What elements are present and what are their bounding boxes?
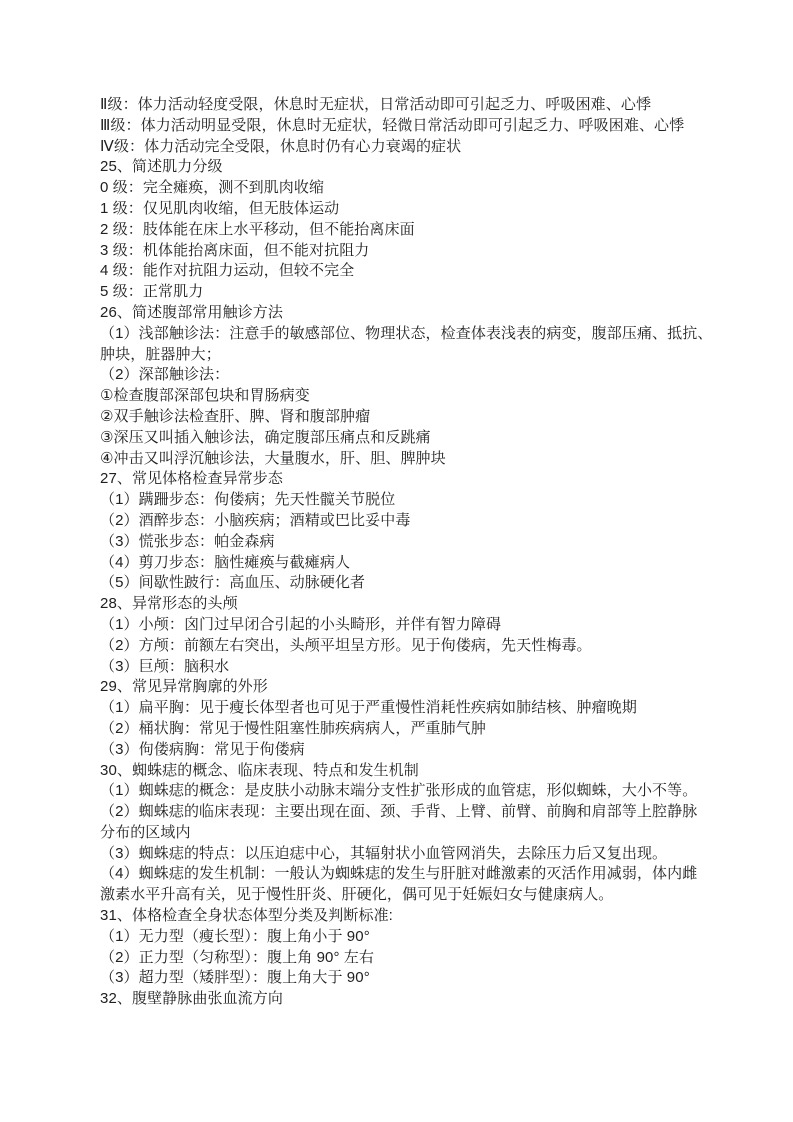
text-line: （4）剪刀步态：脑性瘫痪与截瘫病人 bbox=[100, 553, 351, 571]
text-line: Ⅱ级：体力活动轻度受限，休息时无症状，日常活动即可引起乏力、呼吸困难、心悸 bbox=[100, 96, 652, 113]
text-line: 激素水平升高有关，见于慢性肝炎、肝硬化，偶可见于妊娠妇女与健康病人。 bbox=[100, 886, 614, 904]
document-text-block bbox=[100, 95, 713, 1010]
text-line: （2）桶状胸：常见于慢性阻塞性肺疾病病人，严重肺气肿 bbox=[100, 719, 486, 737]
text-line: （1）蹒跚步态：佝偻病；先天性髋关节脱位 bbox=[100, 491, 396, 509]
text-line: （2）蜘蛛痣的临床表现：主要出现在面、颈、手背、上臂、前臂、前胸和肩部等上腔静脉 bbox=[100, 803, 698, 821]
text-line: 0 级：完全瘫痪，测不到肌肉收缩 bbox=[100, 179, 325, 197]
text-line: （1）蜘蛛痣的概念：是皮肤小动脉末端分支性扩张形成的血管痣，形似蜘蛛，大小不等。 bbox=[100, 782, 698, 800]
text-line: 5 级：正常肌力 bbox=[100, 283, 204, 301]
text-line: （2）酒醉步态：小脑疾病；酒精或巴比妥中毒 bbox=[100, 511, 411, 529]
text-line: （2）深部触诊法： bbox=[100, 366, 230, 384]
text-line: 26、简述腹部常用触诊方法 bbox=[100, 303, 283, 321]
text-line: （1）扁平胸：见于瘦长体型者也可见于严重慢性消耗性疾病如肺结核、肿瘤晚期 bbox=[100, 699, 637, 717]
text-line: （1）浅部触诊法：注意手的敏感部位、物理状态，检查体表浅表的病变，腹部压痛、抵抗、 bbox=[100, 324, 713, 342]
text-line: ②双手触诊法检查肝、脾、肾和腹部肿瘤 bbox=[100, 407, 371, 425]
text-line: 2 级：肢体能在床上水平移动，但不能抬离床面 bbox=[100, 220, 415, 238]
text-line: 分布的区域内 bbox=[100, 823, 191, 841]
text-line: （2）正力型（匀称型）：腹上角 90° 左右 bbox=[100, 948, 375, 966]
text-line: ①检查腹部深部包块和胃肠病变 bbox=[100, 387, 310, 405]
text-line: （1）无力型（瘦长型）：腹上角小于 90° bbox=[100, 927, 370, 945]
text-line: （4）蜘蛛痣的发生机制：一般认为蜘蛛痣的发生与肝脏对雌激素的灭活作用减弱，体内雌 bbox=[100, 865, 698, 883]
text-line: 肿块，脏器肿大； bbox=[100, 345, 221, 363]
text-line: 3 级：机体能抬离床面，但不能对抗阻力 bbox=[100, 241, 370, 259]
text-line: （3）慌张步态：帕金森病 bbox=[100, 532, 275, 550]
text-line: 1 级：仅见肌肉收缩，但无肢体运动 bbox=[100, 199, 340, 217]
text-line: 30、蜘蛛痣的概念、临床表现、特点和发生机制 bbox=[100, 761, 419, 779]
text-line: 27、常见体格检查异常步态 bbox=[100, 470, 283, 488]
text-line: ③深压又叫插入触诊法，确定腹部压痛点和反跳痛 bbox=[100, 428, 431, 446]
text-line: （3）蜘蛛痣的特点：以压迫痣中心，其辐射状小血管网消失，去除压力后又复出现。 bbox=[100, 844, 668, 862]
text-line: 25、简述肌力分级 bbox=[100, 158, 223, 176]
text-line: 4 级：能作对抗阻力运动，但较不完全 bbox=[100, 262, 355, 280]
text-line: （1）小颅：囟门过早闭合引起的小头畸形，并伴有智力障碍 bbox=[100, 615, 502, 633]
text-line: Ⅲ级：体力活动明显受限，休息时无症状，轻微日常活动即可引起乏力、呼吸困难、心悸 bbox=[100, 116, 685, 134]
text-line: 32、腹壁静脉曲张血流方向 bbox=[100, 990, 283, 1008]
text-line: （3）巨颅：脑积水 bbox=[100, 657, 230, 675]
text-line: （3）超力型（矮胖型）：腹上角大于 90° bbox=[100, 969, 370, 987]
text-line: （2）方颅：前额左右突出，头颅平坦呈方形。见于佝偻病，先天性梅毒。 bbox=[100, 636, 592, 654]
text-line: Ⅳ级：体力活动完全受限，休息时仍有心力衰竭的症状 bbox=[100, 137, 462, 155]
text-line: （3）佝偻病胸：常见于佝偻病 bbox=[100, 740, 305, 758]
text-line: 28、异常形态的头颅 bbox=[100, 595, 238, 613]
text-line: 31、体格检查全身状态体型分类及判断标准: bbox=[100, 907, 393, 925]
text-line: （5）间歇性跛行：高血压、动脉硬化者 bbox=[100, 574, 366, 592]
text-line: ④冲击又叫浮沉触诊法，大量腹水，肝、胆、脾肿块 bbox=[100, 449, 446, 467]
text-line: 29、常见异常胸廓的外形 bbox=[100, 678, 268, 696]
